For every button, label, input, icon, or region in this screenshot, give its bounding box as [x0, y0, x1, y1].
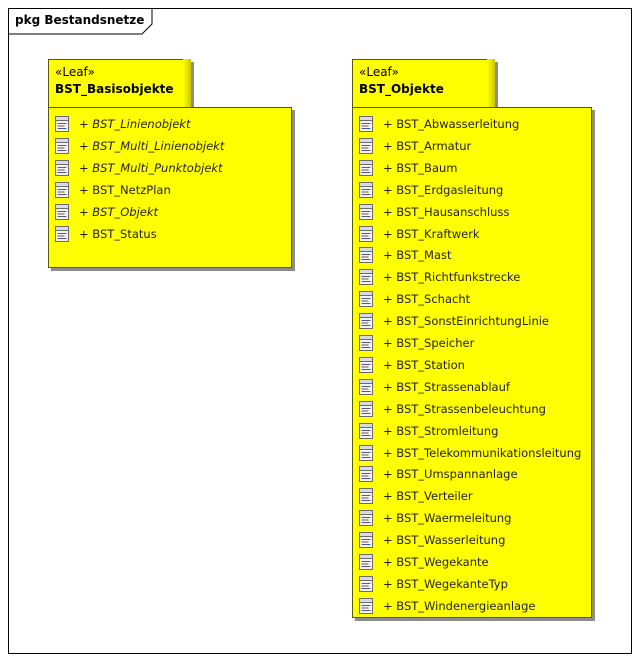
class-icon	[359, 269, 373, 285]
class-icon	[359, 488, 373, 504]
item-label: + BST_Station	[383, 357, 465, 372]
item-label: + BST_Armatur	[383, 138, 472, 153]
item-label: + BST_Speicher	[383, 336, 475, 350]
item-label: + BST_Multi_Punktobjekt	[79, 160, 223, 175]
list-item[interactable]	[359, 268, 520, 286]
item-label: + BST_Multi_Linienobjekt	[79, 138, 225, 153]
class-icon	[359, 598, 373, 614]
list-item[interactable]	[55, 225, 157, 243]
list-item[interactable]	[359, 487, 473, 505]
list-item[interactable]	[359, 246, 452, 264]
item-label: + BST_SonstEinrichtungLinie	[383, 314, 550, 329]
class-icon	[55, 116, 69, 132]
list-item[interactable]	[359, 290, 470, 308]
package-stereotype: «Leaf»	[359, 65, 399, 79]
class-icon	[55, 226, 69, 242]
class-icon	[359, 466, 373, 482]
item-label: + BST_Erdgasleitung	[383, 182, 504, 197]
class-icon	[359, 291, 373, 307]
class-icon	[359, 226, 373, 242]
item-label: + BST_Objekt	[79, 204, 159, 219]
list-item[interactable]	[359, 422, 498, 440]
class-icon	[359, 182, 373, 198]
list-item[interactable]	[359, 203, 509, 221]
item-label: + BST_Status	[79, 226, 157, 241]
class-icon	[55, 182, 69, 198]
list-item[interactable]	[359, 531, 505, 549]
package-name: BST_Objekte	[359, 82, 444, 96]
item-label: + BST_WegekanteTyp	[383, 576, 508, 591]
item-label: + BST_Windenergieanlage	[383, 598, 536, 613]
item-label: + BST_Schacht	[383, 292, 471, 307]
item-label: + BST_Wasserleitung	[383, 533, 506, 548]
list-item[interactable]	[359, 225, 480, 243]
list-item[interactable]	[359, 400, 546, 418]
item-label: + BST_Hausanschluss	[383, 204, 510, 219]
list-item[interactable]	[359, 115, 519, 133]
package-bst-objekte[interactable]	[352, 59, 592, 618]
list-item[interactable]	[55, 115, 190, 133]
list-item[interactable]	[359, 334, 474, 352]
item-label: + BST_Linienobjekt	[79, 117, 191, 131]
item-label: + BST_Waermeleitung	[383, 511, 512, 526]
class-icon	[55, 160, 69, 176]
list-item[interactable]	[359, 356, 465, 374]
item-label: + BST_Richtfunkstrecke	[383, 270, 521, 285]
item-label: + BST_Abwasserleitung	[383, 117, 520, 131]
class-icon	[359, 335, 373, 351]
item-label: + BST_Baum	[383, 160, 458, 175]
class-icon	[359, 313, 373, 329]
list-item[interactable]	[359, 159, 457, 177]
class-icon	[359, 204, 373, 220]
list-item[interactable]	[55, 137, 224, 155]
item-label: + BST_Verteiler	[383, 489, 473, 504]
list-item[interactable]	[359, 312, 549, 330]
package-bst-basisobjekte[interactable]	[48, 59, 292, 268]
item-label: + BST_Telekommunikationsleitung	[383, 445, 582, 460]
list-item[interactable]	[359, 509, 511, 527]
class-icon	[359, 445, 373, 461]
class-icon	[359, 532, 373, 548]
class-icon	[359, 576, 373, 592]
item-label: + BST_Stromleitung	[383, 423, 499, 438]
list-item[interactable]	[359, 553, 489, 571]
class-icon	[359, 247, 373, 263]
list-item[interactable]	[359, 444, 581, 462]
item-label: + BST_Strassenablauf	[383, 379, 510, 394]
class-icon	[359, 401, 373, 417]
list-item[interactable]	[359, 378, 510, 396]
package-body	[352, 107, 592, 618]
list-item[interactable]	[359, 575, 508, 593]
package-tab	[352, 59, 495, 108]
class-icon	[359, 554, 373, 570]
package-tab	[48, 59, 191, 108]
item-label: + BST_Mast	[383, 248, 452, 263]
frame-label: pkg Bestandsnetze	[15, 13, 145, 27]
item-label: + BST_Umspannanlage	[383, 467, 518, 482]
package-body	[48, 107, 292, 268]
list-item[interactable]	[359, 465, 518, 483]
list-item[interactable]	[55, 181, 171, 199]
item-label: + BST_NetzPlan	[79, 182, 171, 197]
item-label: + BST_Kraftwerk	[383, 226, 480, 241]
package-stereotype: «Leaf»	[55, 65, 95, 79]
class-icon	[359, 510, 373, 526]
class-icon	[359, 357, 373, 373]
list-item[interactable]	[359, 597, 535, 615]
class-icon	[55, 204, 69, 220]
list-item[interactable]	[359, 137, 471, 155]
class-icon	[359, 379, 373, 395]
class-icon	[55, 138, 69, 154]
class-icon	[359, 116, 373, 132]
package-name: BST_Basisobjekte	[55, 82, 174, 96]
class-icon	[359, 160, 373, 176]
item-label: + BST_Strassenbeleuchtung	[383, 401, 546, 416]
list-item[interactable]	[359, 181, 503, 199]
list-item[interactable]	[55, 159, 223, 177]
class-icon	[359, 138, 373, 154]
class-icon	[359, 423, 373, 439]
list-item[interactable]	[55, 203, 158, 221]
item-label: + BST_Wegekante	[383, 555, 489, 569]
